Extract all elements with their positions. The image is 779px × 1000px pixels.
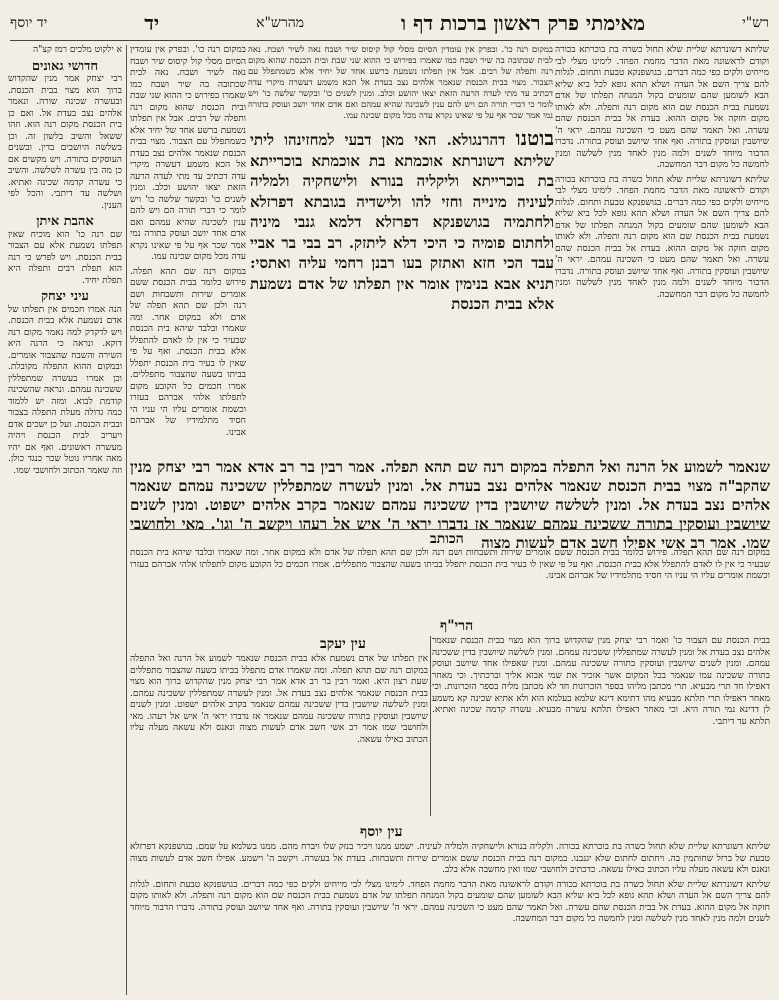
yalkut-reference: א ילקוט מלכים רמז קצ"ה — [32, 45, 122, 55]
rashi-header-label: רש"י — [742, 14, 769, 31]
ahavat-eitan-text: שם רנה כו' הוא מוכיח שאין תפלתו נשמעת אלא עם הצבור בבית הכנסת. ויש לפרש כי רנה הוא תפלת רבים ותפלה היא תפלת יחיד. — [8, 229, 122, 286]
page-header — [10, 6, 769, 41]
divider-line — [130, 529, 770, 530]
maharsha-top-block — [248, 45, 553, 125]
rashi-column — [555, 45, 769, 455]
einei-yitzchak-text: הנה אמרו חכמים אין תפלתו של אדם נשמעת אלא בבית הכנסת. ויש לדקדק למה נאמר מקום רנה דוקא. ונראה כי הרנה היא השירה והשבח שהצבור אומרים. ובמקום ההוא התפלה מקובלת. וכן אמרו בעשרה שמתפללין ששכינה עמהם. ונראה שהשכינה קודמת לבוא. ומזה יש ללמוד כמה גדולה מעלת התפלה בצבור ובבית הכנסת. ועל כן ישכים אדם ויעריב לבית הכנסת ויהיה מעשרה ראשונים. ואף אם יהיו מאה אחריו נוטל שכר כנגד כולן. וזה שאמר הכתוב ולחושבי שמו. — [8, 304, 122, 476]
maharsha-inner-commentary: במקום רנה כו'. ובפרק אין עומדין הסיום מסלי קול קיסוס שיר ושבח נאה לשיר ושבח. נאה לבית שכתובה בה שיר ושבח כמו שאמרו בפירוש כי ההוא שני שבת ובית הכנסת שהוא מקום רנה ותפלה של רבים. אבל אין תפלתו נשמעת ברשע אחד של יחיד אלא כשמתפלל עם הצבור. מצוי בבית הכנסת שנאמר אלהים נצב בעדת אל הכא משמע דעשרה מיקרי עדה דכתיב עד מתי לעדה הרעה הזאת יצאו יהושע וכלב. ומנין לשנים כו' ובקשר שלשה כו' ויש לומר כי דברי תורה הם ויש להם ענין לשכינה שהיא עמהם ואם אדם אחד יושב ועוסק בתורה נמי אמר שכר אף על פי שאינו נקרא עדה מכל מקום שכינה עמו. — [130, 45, 246, 262]
chidushei-geonim-title: חדושי גאונים — [31, 58, 99, 74]
ein-yosef-commentary: שליתא דשונרתא שליית שלא תחול כשרה בת בוכרתא בכורה. ולקליה בנורא ולישחקיה ולמליה לעיניה. ישמע ממנו ויכיר בנזק שלו ויברח מהם. ממנו בשלמא על שמם. בגושפנקא דפרזלא טבעת של ברזל שחותמין בה. ויחתום לחתום שלא יגנבנו. במקום רנה בבית הכנסת ששם אומרים שירות ותשבחות. בעדת אל בעשרה. ויקשב ה' וישמע. אפילו חשב אדם לעשות מצוה ונאנס ולא עשאה מעלה עליו הכתוב כאילו עשאה. כדכתיב ולחושבי שמו ואין מחשבה אלא בלב. — [130, 842, 770, 875]
main-gemara-text — [250, 128, 554, 456]
maharsha-header-label: מהרש"א — [256, 14, 305, 31]
hakotev-column — [130, 548, 770, 618]
harif-title: הרי"ף — [440, 618, 474, 634]
left-margin — [8, 45, 122, 995]
ein-yaakov-commentary: אין תפלתו של אדם נשמעת אלא בבית הכנסת שנאמר לשמוע אל הרנה ואל התפלה במקום רנה שם תהא תפלה. ומה שאמרו אדם מתפלל בביתו בשעה שהצבור מתפללים שעת רצון היא. ואמר רבין בר רב אדא אמר רבי יצחק מנין שהקדוש ברוך הוא מצוי בבית הכנסת שנאמר אלהים נצב בעדת אל. ומנין לעשרה שמתפללין ששכינה עמהם. ומנין לשלשה שיושבין בדין ששכינה עמהם שנאמר בקרב אלהים ישפוט. ומנין לשנים שיושבין ועוסקין בתורה ששכינה עמהם שנאמר אז נדברו יראי ה' איש אל רעהו. מאי ולחושבי שמו אמר רב אשי חשב אדם לעשות מצוה ונאנס ולא עשאה מעלה עליו הכתוב כאילו עשאה. — [130, 654, 428, 745]
rashi-commentary-cont: שליתא דשונרתא שליית שלא תחול כשרה בת בוכרתא בכורה וקודם לראשונה מאת הדבר מחמת הפחד. לימינו מצלי לבי מייחיט ולקים כפי כמה דברים. בגושפנקא טבעת ותחום. לגלות להם צריך השם אל העדה ושלא תהא גופא לכל ביא שליא הבא לשומען שהם שומעים בקול המנחה תפלתו של אדם נשמעת בבית הכנסת שם הוא מקום רנה ותפלה. ולא לאותו מקום חזקה אל מקום ההוא. בעדת אל בבית הכנסת שהם עשרה. ואל תאמר שהם מעט כי השכינה עמהם. יראי ה' שיושבין ועוסקין בתורה. ואף אחד שיושב ועוסק בתורה. נדברו הדבור מיוחד לשנים ולמה מנין לאחד מנין לשלשה ומנין לחמשה כל מקום דבר המחשבה. — [555, 174, 769, 300]
main-gemara-body: דהרנגולא. האי מאן דבעי למחזינהו ליתי שליתא דשונרתא אוכמתא בת אוכמתא בוכרייתא בת בוכרייתא וליקליה בנורא ולישחקיה ולמליה לעיניה מינייה וחזי להו ולישדיה בגובתא דפרזלא ולחתמיה בגושפנקא דפרזלא דלמא גנבי מיניה ולחתום פומיה כי היכי דלא ליתזק. רב בבי בר אביי עבד הכי חזא ואתזק בעו רבנן רחמי עליה ואתסי: תניא אבא בנימין אומר אין תפלתו של אדם נשמעת אלא בבית הכנסת — [250, 131, 554, 313]
yad-yosef-label: יד יוסף — [10, 14, 48, 31]
ein-yaakov-column — [130, 654, 428, 819]
page-number-letter: יד — [144, 10, 160, 35]
rashi-commentary: שליתא דשונרתא שליית שלא תחול כשרה בת בוכרתא בכורה וקודם לראשונה מאת הדבר מחמת הפחד. לימינו מצלי לבי מייחיט ולקים כפי כמה דברים. בגושפנקא טבעת ותחום. לגלות להם צריך השם אל העדה ושלא תהא גופא לכל ביא שליא הבא לשומען שהם שומעים בקול המנחה תפלתו של אדם נשמעת בבית הכנסת שם הוא מקום רנה ותפלה. ולא לאותו מקום חזקה אל מקום ההוא. בעדת אל בבית הכנסת שהם עשרה. ואל תאמר שהם מעט כי השכינה עמהם. יראי ה' שיושבין ועוסקין בתורה. ואף אחד שיושב ועוסק בתורה. נדברו הדבור מיוחד לשנים ולמה מנין לאחד מנין לשלשה ומנין לחמשה כל מקום דבר המחשבה. — [555, 45, 769, 170]
ein-yaakov-title: עין יעקב — [320, 636, 366, 652]
chapter-title: מאימתי פרק ראשון ברכות דף ו — [401, 10, 646, 35]
hakotev-commentary: במקום רנה שם תהא תפלה. פירוש כלומר בבית הכנסת ששם אומרים שירות ותשבחות ושם רנה ולכן שם תהא תפלה של אדם ולא במקום אחר. ומה שאמרו ובלבד שיהא בית הכנסת שבעיר כי אין לו לאדם להתפלל אלא בבית הכנסת. ואף על פי שאין לו בעיר בית הכנסת יתפלל בביתו בשעה שהצבור מתפללים. אמרו חכמים כל הקובע מקום לתפלתו אלהי אברהם בעזרו וכשמת אומרים עליו הי עניו הי חסיד מתלמידיו של אברהם אבינו. — [130, 548, 770, 581]
column-divider — [430, 636, 431, 816]
ahavat-eitan-title: אהבת איתן — [36, 214, 94, 229]
main-opening-word: בוטנו — [515, 126, 554, 150]
hakotev-title: הכותב — [430, 531, 464, 547]
ein-yosef-title: עין יוסף — [360, 824, 403, 840]
maharsha-inner-commentary-cont: במקום רנה שם תהא תפלה. פירוש כלומר בבית הכנסת ששם אומרים שירות ותשבחות ושם רנה ולכן שם תהא תפלה של אדם ולא במקום אחר. ומה שאמרו ובלבד שיהא בית הכנסת שבעיר כי אין לו לאדם להתפלל אלא בבית הכנסת. ואף על פי שאין לו בעיר בית הכנסת יתפלל בביתו בשעה שהצבור מתפללים. אמרו חכמים כל הקובע מקום לתפלתו אלהי אברהם בעזרו וכשמת אומרים עליו הי עניו הי חסיד מתלמידיו של אברהם אבינו. — [130, 266, 246, 438]
ein-yosef-column — [130, 842, 770, 994]
maharsha-commentary: במקום רנה כו'. ובפרק אין עומדין הסיום מסלי קול קיסוס שיר ושבח נאה לשיר ושבח. נאה לבית שכתובה בה שיר ושבח כמו שאמרו בפירוש כי ההוא שני שבת ובית הכנסת שהוא מקום רנה ותפלה של רבים. אבל אין תפלתו נשמעת ברשע אחד של יחיד אלא כשמתפלל עם הצבור. מצוי בבית הכנסת שנאמר אלהים נצב בעדת אל הכא משמע דעשרה מיקרי עדה דכתיב עד מתי לעדה הרעה הזאת יצאו יהושע וכלב. ומנין לשנים כו' ובקשר שלשה כו' ויש לומר כי דברי תורה הם ויש להם ענין לשכינה שהיא עמהם ואם אדם אחד יושב ועוסק בתורה נמי אמר שכר אף על פי שאינו נקרא עדה מכל מקום שכינה עמו. — [248, 45, 553, 121]
harif-commentary: בבית הכנסת עם הצבור כו' ואמר רבי יצחק מנין שהקדוש ברוך הוא מצוי בבית הכנסת שנאמר אלהים נצב בעדת אל ומנין לעשרה שמתפללין ששכינה עמהם. ומנין לשלשה שיושבין בדין ששכינה עמהם. ומנין לשנים שיושבין ועוסקין בתורה ששכינה עמהם. ומנין שאפילו אחד שיושב ועוסק בתורה ששכינה עמו שנאמר בכל המקום אשר אזכיר את שמי אבוא אליך וברכתיך. וכי מאחר דאפילו חד תרי מבעיא. תרי מכתבן מליהו בספר הזכרונות חד לא מכתבן מליה בספר הזכרונות. וכי מאחר דאפילו תרי תלתא מבעיא מהו דתימא דינא שלמא בעלמא הוא ולא אתיא שכינה קא משמע לן דדינא נמי תורה היא. וכי מאחר דאפילו תלתא עשרה מבעיא. עשרה קדמה שכינה ואתיא. תלתא עד דיתבי. — [432, 636, 770, 727]
einei-yitzchak-title: עיני יצחק — [41, 289, 89, 304]
left-margin-divider — [126, 45, 127, 995]
chidushei-geonim-text: רבי יצחק אמר מנין שהקדוש ברוך הוא מצוי בבית הכנסת. ובעשרה שכינה שורה. ונאמר אלהים נצב בעדת אל. ואם כן בית הכנסת מקום רנה הוא. וזהו ששאל והשיב בלשון זה. וכן בשלשה היושבים בדין. ובשנים העוסקים בתורה. ויש מקשים אם כן מה בין עשרה לשלשה. והשיב כי עשרה קדמה שכינה ואתיא. ושלשה עד דיתבי. והכל לפי הענין. — [8, 74, 122, 211]
harif-column — [432, 636, 770, 814]
inner-margin-column — [130, 45, 246, 455]
main-gemara-continued-text: שנאמר לשמוע אל הרנה ואל התפלה במקום רנה שם תהא תפלה. אמר רבין בר רב אדא אמר רבי יצחק מנין שהקב"ה מצוי בבית הכנסת שנאמר אלהים נצב בעדת אל. ומנין לעשרה שמתפללין ששכינה עמהם שנאמר אלהים נצב בעדת אל. ומנין לשלשה שיושבין בדין ששכינה עמהם שנאמר בקרב אלהים ישפוט. ומנין לשנים שיושבין ועוסקין בתורה ששכינה עמהם שנאמר אז נדברו יראי ה' איש אל רעהו ויקשב ה' וגו'. מאי ולחושבי שמו. אמר רב אשי אפילו חשב אדם לעשות מצוה — [130, 458, 770, 552]
ein-yosef-commentary-cont: שליתא דשונרתא שליית שלא תחול כשרה בת בוכרתא בכורה וקודם לראשונה מאת הדבר מחמת הפחד. לימינו מצלי לבי מייחיט ולקים כפי כמה דברים. בגושפנקא טבעת ותחום. לגלות להם צריך השם אל העדה ושלא תהא גופא לכל ביא שליא הבא לשומען שהם שומעים בקול המנחה תפלתו של אדם נשמעת בבית הכנסת שם הוא מקום רנה ותפלה. ולא לאותו מקום חזקה אל מקום ההוא. בעדת אל בבית הכנסת שהם עשרה. ואל תאמר שהם מעט כי השכינה עמהם. יראי ה' שיושבין ועוסקין בתורה. ואף אחד שיושב ועוסק בתורה. נדברו הדבור מיוחד לשנים ולמה מנין לאחד מנין לשלשה ומנין לחמשה כל מקום דבר המחשבה. — [130, 879, 770, 924]
